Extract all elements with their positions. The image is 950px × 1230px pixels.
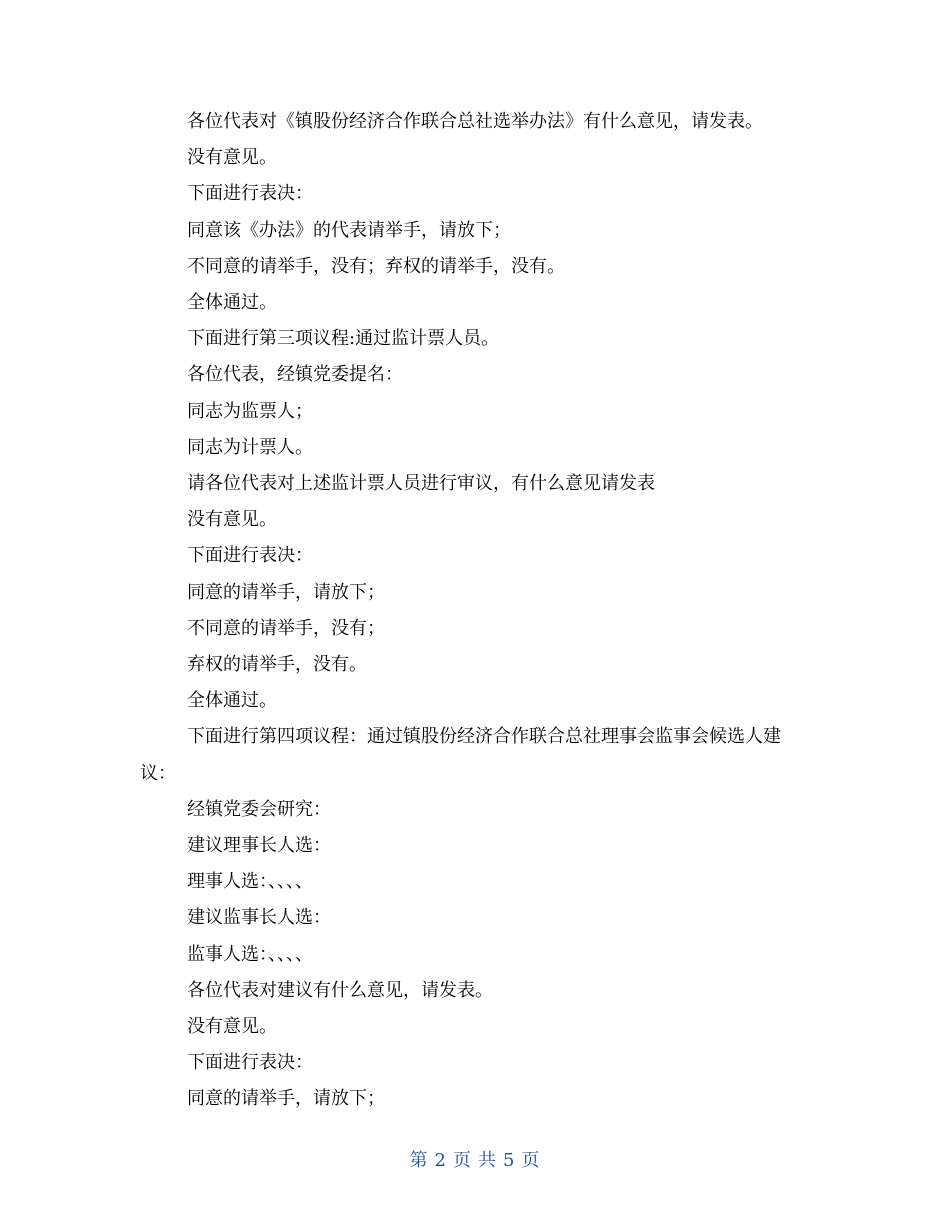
- footer-label-unit-end: 页: [521, 1150, 541, 1171]
- paragraph: 同志为计票人。: [187, 436, 313, 458]
- paragraph: 经镇党委会研究：: [187, 798, 331, 820]
- paragraph: 建议监事长人选：: [187, 907, 331, 929]
- paragraph: 请各位代表对上述监计票人员进行审议，有什么意见请发表: [187, 473, 655, 495]
- footer-current-page: 2: [434, 1150, 447, 1171]
- paragraph: 没有意见。: [187, 1016, 277, 1038]
- paragraph: 各位代表对建议有什么意见，请发表。: [187, 979, 493, 1001]
- paragraph: 下面进行表决：: [187, 545, 313, 567]
- paragraph: 全体通过。: [187, 292, 277, 314]
- paragraph: 不同意的请举手，没有；弃权的请举手，没有。: [187, 255, 565, 277]
- paragraph: 弃权的请举手，没有。: [187, 654, 367, 676]
- paragraph: 没有意见。: [187, 509, 277, 531]
- paragraph: 同志为监票人；: [187, 400, 313, 422]
- footer-label-unit: 页: [453, 1150, 472, 1171]
- footer-label-page: 第: [409, 1150, 429, 1171]
- paragraph: 各位代表，经镇党委提名：: [187, 364, 403, 386]
- paragraph: 各位代表对《镇股份经济合作联合总社选举办法》有什么意见，请发表。: [187, 111, 763, 132]
- paragraph: 下面进行表决：: [187, 1052, 313, 1074]
- footer-total-pages: 5: [503, 1150, 516, 1171]
- paragraph: 下面进行表决：: [187, 183, 313, 205]
- paragraph: 同意的请举手，请放下；: [187, 581, 385, 603]
- paragraph: 下面进行第三项议程:通过监计票人员。: [187, 328, 500, 350]
- paragraph: 下面进行第四项议程：通过镇股份经济合作联合总社理事会监事会候选人建议：: [140, 726, 781, 784]
- document-body: [140, 104, 810, 1118]
- paragraph: 全体通过。: [187, 690, 277, 712]
- paragraph: 同意的请举手，请放下；: [187, 1088, 385, 1110]
- footer-label-total: 共: [478, 1150, 497, 1171]
- paragraph: 理事人选：、、、、: [187, 871, 313, 893]
- paragraph: 不同意的请举手，没有；: [187, 617, 385, 639]
- page-footer: [0, 1149, 950, 1173]
- paragraph: 同意该《办法》的代表请举手，请放下；: [187, 219, 511, 241]
- paragraph: 没有意见。: [187, 147, 277, 169]
- paragraph: 建议理事长人选：: [187, 835, 331, 857]
- paragraph: 监事人选：、、、、: [187, 943, 313, 965]
